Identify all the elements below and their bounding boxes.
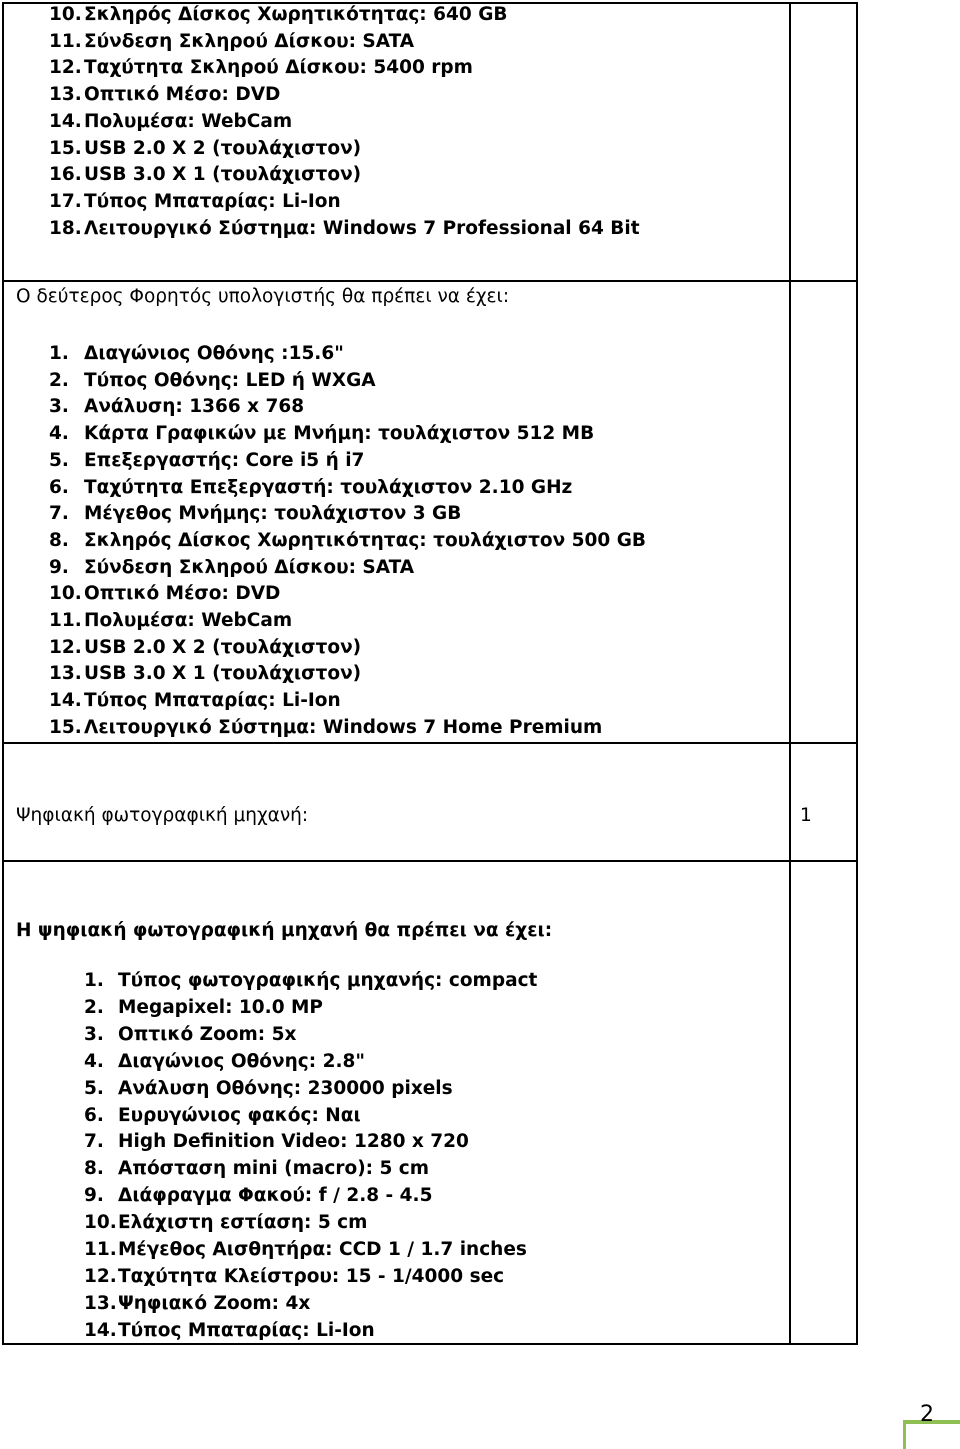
- laptop1-spec-item-text: USB 3.0 X 1 (τουλάχιστον): [84, 164, 362, 186]
- laptop2-spec-item-number: 10.: [49, 583, 82, 605]
- camera-spec-item-number: 9.: [84, 1185, 104, 1207]
- row-divider-2: [2, 742, 858, 744]
- camera-spec-item-number: 8.: [84, 1158, 104, 1180]
- laptop1-spec-item-number: 17.: [49, 190, 82, 212]
- camera-spec-item-text: Ανάλυση Οθόνης: 230000 pixels: [118, 1077, 453, 1099]
- laptop2-spec-item-text: Ανάλυση: 1366 x 768: [84, 396, 305, 418]
- laptop1-spec-item-number: 15.: [49, 137, 82, 159]
- camera-spec-item-number: 1.: [84, 970, 104, 991]
- camera-spec-item-text: Τύπος Μπαταρίας: Li-Ion: [118, 1319, 375, 1341]
- table-bottom-border: [2, 1343, 858, 1345]
- laptop2-spec-item-number: 14.: [49, 690, 82, 712]
- laptop2-heading: Ο δεύτερος Φορητός υπολογιστής θα πρέπει να έχει:: [16, 286, 510, 307]
- laptop2-spec-item-text: Σύνδεση Σκληρού Δίσκου: SATA: [84, 556, 415, 578]
- laptop1-spec-item-text: Σύνδεση Σκληρού Δίσκου: SATA: [84, 30, 415, 52]
- laptop1-spec-item-text: USB 2.0 X 2 (τουλάχιστον): [84, 137, 362, 159]
- camera-spec-item-number: 6.: [84, 1104, 104, 1126]
- laptop2-spec-item-number: 9.: [49, 556, 69, 578]
- camera-spec-item-text: Τύπος φωτογραφικής μηχανής: compact: [118, 970, 538, 991]
- camera-spec-item-text: Ταχύτητα Κλείστρου: 15 - 1/4000 sec: [118, 1265, 505, 1287]
- camera-spec-item-text: Ψηφιακό Zoom: 4x: [118, 1292, 311, 1314]
- laptop1-spec-item-number: 12.: [49, 57, 82, 79]
- laptop2-spec-item-number: 8.: [49, 529, 69, 551]
- laptop1-spec-item-text: Οπτικό Μέσο: DVD: [84, 84, 281, 106]
- laptop2-spec-item-number: 1.: [49, 343, 69, 364]
- laptop2-spec-item-number: 12.: [49, 636, 82, 658]
- camera-spec-item-number: 13.: [84, 1292, 117, 1314]
- laptop2-spec-item-number: 11.: [49, 610, 82, 631]
- laptop1-spec-item-text: Ταχύτητα Σκληρού Δίσκου: 5400 rpm: [84, 57, 473, 79]
- camera-spec-item-number: 12.: [84, 1265, 117, 1287]
- camera-spec-item-number: 10.: [84, 1212, 117, 1234]
- laptop2-spec-item-text: USB 2.0 X 2 (τουλάχιστον): [84, 636, 362, 658]
- laptop2-spec-item-text: Σκληρός Δίσκος Χωρητικότητας: τουλάχιστον 500 GB: [84, 529, 647, 551]
- row-divider-1: [2, 280, 858, 282]
- laptop2-spec-item-number: 5.: [49, 449, 69, 471]
- laptop1-spec-item-number: 18.: [49, 217, 82, 239]
- camera-spec-item-text: Απόσταση mini (macro): 5 cm: [118, 1158, 430, 1180]
- laptop2-spec-item-text: Κάρτα Γραφικών με Μνήμη: τουλάχιστον 512 MB: [84, 423, 595, 445]
- laptop2-spec-item-text: Τύπος Μπαταρίας: Li-Ion: [84, 690, 341, 712]
- laptop2-spec-item-text: Λειτουργικό Σύστημα: Windows 7 Home Premium: [84, 716, 603, 738]
- laptop1-spec-item-number: 13.: [49, 84, 82, 106]
- laptop2-spec-item-number: 2.: [49, 369, 69, 391]
- camera-spec-item-text: Ευρυγώνιος φακός: Ναι: [118, 1104, 361, 1126]
- camera-item-label: Ψηφιακή φωτογραφική μηχανή:: [16, 805, 309, 826]
- camera-heading: Η ψηφιακή φωτογραφική μηχανή θα πρέπει να έχει:: [16, 920, 553, 941]
- table-mid-border: [789, 2, 791, 1345]
- camera-spec-item-number: 5.: [84, 1077, 104, 1099]
- laptop1-spec-item-text: Σκληρός Δίσκος Χωρητικότητας: 640 GB: [84, 4, 508, 25]
- camera-spec-item-number: 2.: [84, 996, 104, 1018]
- laptop2-spec-item-number: 6.: [49, 476, 69, 498]
- camera-spec-item-number: 11.: [84, 1239, 117, 1260]
- row-divider-3: [2, 860, 858, 862]
- laptop1-spec-item-number: 10.: [49, 4, 82, 25]
- camera-spec-item-text: Μέγεθος Αισθητήρα: CCD 1 / 1.7 inches: [118, 1239, 527, 1260]
- camera-spec-item-number: 4.: [84, 1050, 104, 1072]
- laptop1-spec-item-number: 11.: [49, 30, 82, 52]
- laptop2-spec-item-text: Οπτικό Μέσο: DVD: [84, 583, 281, 605]
- laptop2-spec-item-text: Πολυμέσα: WebCam: [84, 610, 293, 631]
- laptop2-spec-item-text: Επεξεργαστής: Core i5 ή i7: [84, 449, 365, 471]
- laptop1-spec-item-text: Πολυμέσα: WebCam: [84, 110, 293, 132]
- laptop2-spec-item-text: Διαγώνιος Οθόνης :15.6": [84, 343, 344, 364]
- camera-spec-item-text: Διαγώνιος Οθόνης: 2.8": [118, 1050, 365, 1072]
- laptop2-spec-item-text: Ταχύτητα Επεξεργαστή: τουλάχιστον 2.10 GHz: [84, 476, 573, 498]
- camera-spec-item-text: Megapixel: 10.0 MP: [118, 996, 323, 1018]
- laptop2-spec-item-number: 13.: [49, 663, 82, 685]
- laptop2-spec-item-text: Μέγεθος Μνήμης: τουλάχιστον 3 GB: [84, 503, 462, 525]
- table-right-border: [856, 2, 858, 1345]
- page-number: 2: [920, 1402, 934, 1427]
- camera-spec-item-number: 14.: [84, 1319, 117, 1341]
- camera-spec-item-number: 7.: [84, 1131, 104, 1153]
- laptop2-spec-item-number: 7.: [49, 503, 69, 525]
- table-left-border: [2, 2, 4, 1345]
- camera-spec-item-text: Οπτικό Zoom: 5x: [118, 1023, 297, 1045]
- laptop2-spec-item-number: 3.: [49, 396, 69, 418]
- camera-spec-item-text: High Definition Video: 1280 x 720: [118, 1131, 469, 1153]
- laptop1-spec-item-number: 16.: [49, 164, 82, 186]
- laptop1-spec-item-text: Λειτουργικό Σύστημα: Windows 7 Professional 64 Bit: [84, 217, 640, 239]
- laptop1-spec-item-text: Τύπος Μπαταρίας: Li-Ion: [84, 190, 341, 212]
- laptop2-spec-item-text: USB 3.0 X 1 (τουλάχιστον): [84, 663, 362, 685]
- camera-spec-item-number: 3.: [84, 1023, 104, 1045]
- laptop2-spec-item-text: Τύπος Οθόνης: LED ή WXGA: [84, 369, 376, 391]
- laptop2-spec-item-number: 4.: [49, 423, 69, 445]
- camera-spec-item-text: Διάφραγμα Φακού: f / 2.8 - 4.5: [118, 1185, 433, 1207]
- camera-quantity: 1: [800, 805, 812, 826]
- page-number-accent-left: [903, 1420, 906, 1449]
- laptop2-spec-item-number: 15.: [49, 716, 82, 738]
- camera-spec-item-text: Ελάχιστη εστίαση: 5 cm: [118, 1212, 368, 1234]
- laptop1-spec-item-number: 14.: [49, 110, 82, 132]
